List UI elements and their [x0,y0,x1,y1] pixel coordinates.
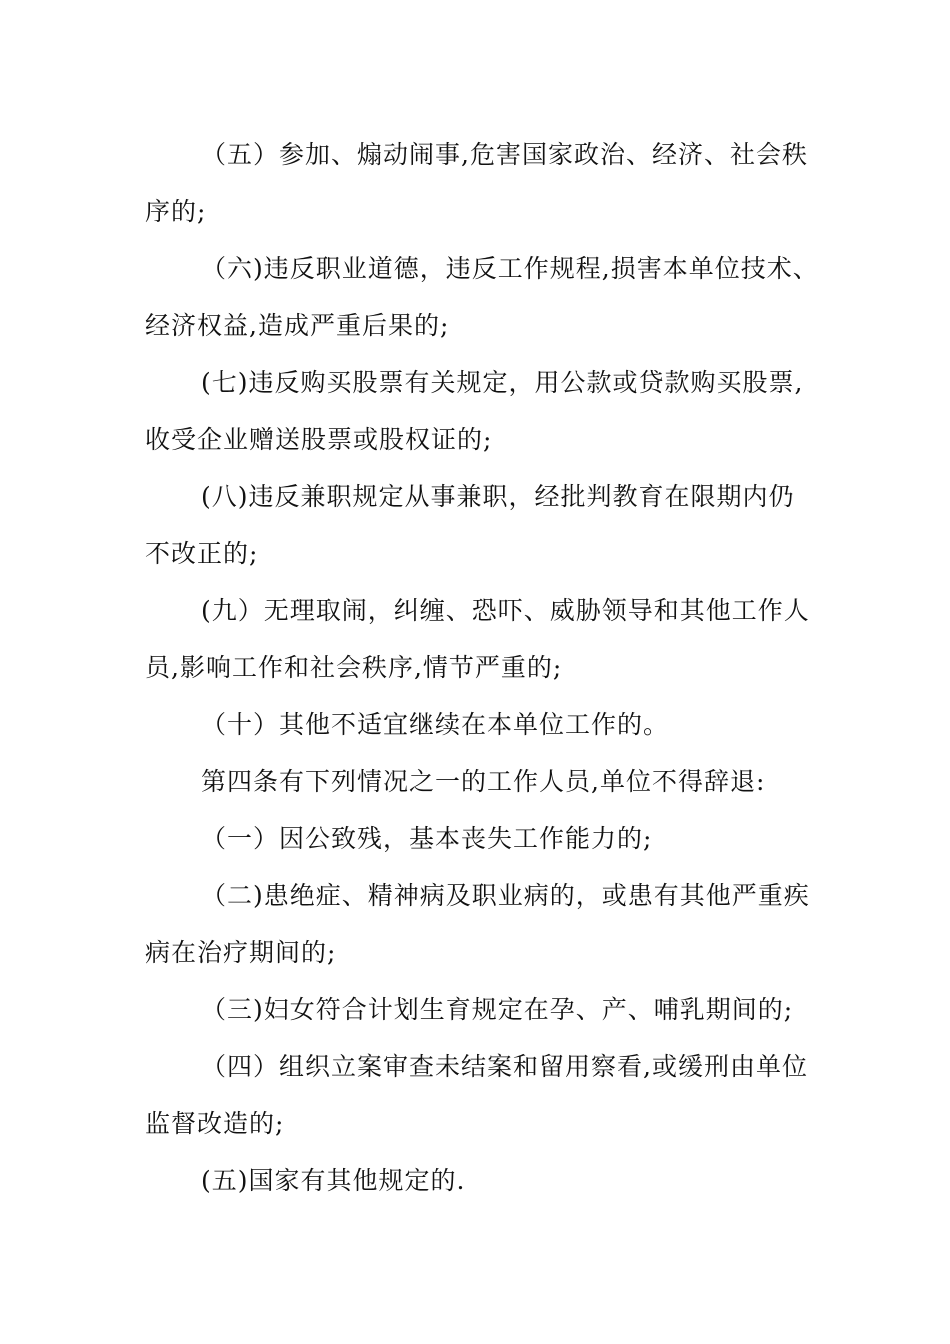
paragraph-line: 收受企业赠送股票或股权证的; [145,425,493,454]
paragraph-line: 不改正的; [145,539,259,568]
paragraph-item-2 [145,867,825,981]
paragraph-line: （十）其他不适宜继续在本单位工作的。 [201,710,670,739]
paragraph-line: (五)国家有其他规定的. [201,1166,466,1195]
paragraph-line: （五）参加、煽动闹事,危害国家政治、经济、社会秩 [201,140,808,169]
paragraph-item-6 [145,240,825,354]
paragraph-line: 经济权益,造成严重后果的; [145,311,450,340]
document-body [145,126,825,1209]
paragraph-line: （一）因公致残，基本丧失工作能力的; [201,824,653,853]
paragraph-line: （二)患绝症、精神病及职业病的，或患有其他严重疾 [201,881,810,910]
paragraph-line: (七)违反购买股票有关规定，用公款或贷款购买股票, [201,368,804,397]
paragraph-item-10 [145,696,825,753]
paragraph-item-4 [145,1038,825,1152]
paragraph-item-8 [145,468,825,582]
paragraph-line: （六)违反职业道德，违反工作规程,损害本单位技术、 [201,254,819,283]
paragraph-line: 序的; [145,197,207,226]
paragraph-line: 监督改造的; [145,1109,285,1138]
paragraph-line: （四）组织立案审查未结案和留用察看,或缓刑由单位 [201,1052,808,1081]
paragraph-item-9 [145,582,825,696]
paragraph-line: 第四条有下列情况之一的工作人员,单位不得辞退: [201,767,766,796]
paragraph-line: 员,影响工作和社会秩序,情节严重的; [145,653,563,682]
paragraph-line: (九）无理取闹，纠缠、恐吓、威胁领导和其他工作人 [201,596,810,625]
paragraph-item-3 [145,981,825,1038]
paragraph-item-7 [145,354,825,468]
paragraph-item-5b [145,1152,825,1209]
paragraph-line: (八)违反兼职规定从事兼职，经批判教育在限期内仍 [201,482,795,511]
article-four-heading [145,753,825,810]
paragraph-line: （三)妇女符合计划生育规定在孕、产、哺乳期间的; [201,995,794,1024]
paragraph-line: 病在治疗期间的; [145,938,337,967]
paragraph-item-1 [145,810,825,867]
paragraph-item-5 [145,126,825,240]
